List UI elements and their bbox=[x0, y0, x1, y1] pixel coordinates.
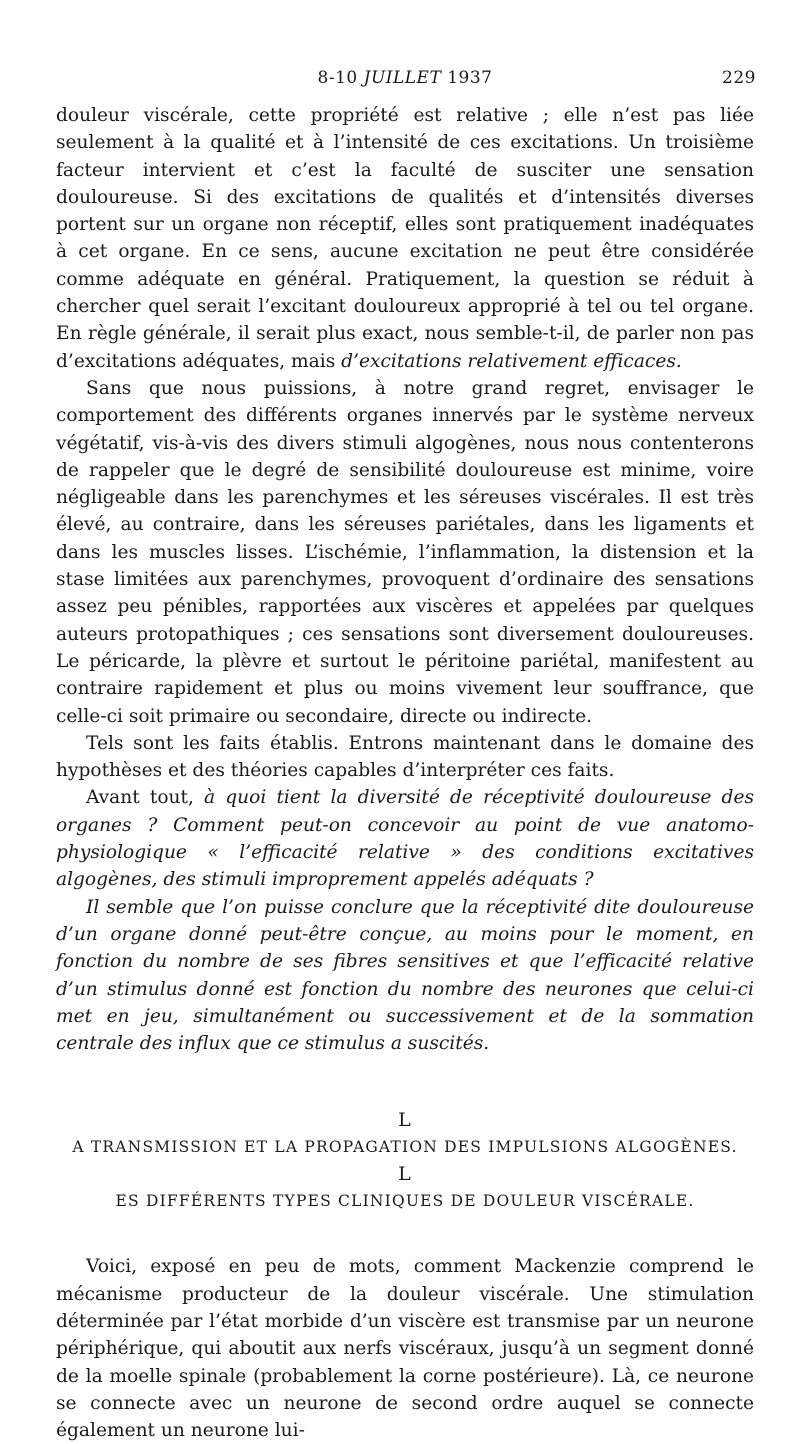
section-heading bbox=[56, 1107, 754, 1215]
running-head-title bbox=[56, 68, 754, 88]
header-month: JUILLET bbox=[363, 68, 442, 88]
paragraph-6: Voici, exposé en peu de mots, comment Mackenzie comprend le mécanisme producteur de la douleur viscérale. Une stimulation déterminée par l’état morbide d’un viscère est transmise par un neurone périphérique, qui aboutit aux nerfs viscéraux, jusqu’à un segment donné de la moelle spinale (probablement la corne postérieure). Là, ce neurone se connecte avec un neurone de second ordre auquel se connecte également un neurone lui- bbox=[56, 1256, 754, 1442]
section-heading-line-1-text: A TRANSMISSION ET LA PROPAGATION DES IMPULSIONS ALGOGÈNES. bbox=[72, 1138, 738, 1157]
paragraph-1-text: douleur viscérale, cette propriété est relative ; elle n’est pas liée seulement à la qualité et à l’intensité de ces excitations. Un troisième facteur intervient et c’est la faculté de susciter une sensation douloureuse. Si des excitations de qualités et d’intensités diverses portent sur un organe non réceptif, elles sont pratiquement inadéquates à cet organe. En ce sens, aucune excitation ne peut être considérée comme adéquate en général. Pratiquement, la question se réduit à chercher quel serait l’excitant douloureux approprié à tel ou tel organe. En règle générale, il serait plus exact, nous semble-t-il, de parler non pas d’excitations adéquates, mais bbox=[56, 105, 754, 372]
paragraph-1-italic: d’excitations relativement efficaces. bbox=[341, 350, 682, 372]
paragraph-3: Tels sont les faits établis. Entrons maintenant dans le domaine des hypothèses et des théories capables d’interpréter ces faits. bbox=[56, 732, 754, 782]
paragraph-4-italic: à quoi tient la diversité de réceptivité douloureuse des organes ? Comment peut-on concevoir au point de vue anatomo-physiologique « l’efficacité relative » des conditions excitatives algogènes, des stimuli improprement appelés adéquats ? bbox=[56, 787, 754, 891]
section-heading-line-2-text: ES DIFFÉRENTS TYPES CLINIQUES DE DOULEUR VISCÉRALE. bbox=[115, 1192, 695, 1211]
paragraph-2: Sans que nous puissions, à notre grand regret, envisager le comportement des différents organes innervés par le système nerveux végétatif, vis-à-vis des divers stimuli algogènes, nous nous contenterons de rappeler que le degré de sensibilité douloureuse est minime, voire négligeable dans les parenchymes et les séreuses viscérales. Il est très élevé, au contraire, dans les séreuses pariétales, dans les ligaments et dans les muscles lisses. L’ischémie, l’inflammation, la distension et la stase limitées aux parenchymes, provoquent d’ordinaire des sensations assez peu pénibles, rapportées aux viscères et appelées par quelques auteurs protopathiques ; ces sensations sont diversement douloureuses. Le péricarde, la plèvre et surtout le péritoine pariétal, manifestent au contraire rapidement et plus ou moins vivement leur souffrance, que celle-ci soit primaire ou secondaire, directe ou indirecte. bbox=[56, 377, 754, 727]
running-head bbox=[56, 62, 754, 102]
paragraph-1 bbox=[56, 102, 754, 375]
paragraph-4 bbox=[56, 784, 754, 893]
header-date-prefix: 8-10 bbox=[317, 68, 364, 88]
section-heading-line-2-initial: L bbox=[398, 1163, 412, 1186]
page bbox=[56, 62, 754, 1444]
section-heading-line-2 bbox=[56, 1161, 754, 1215]
paragraph-5: Il semble que l’on puisse conclure que la réceptivité dite douloureuse d’un organe donné peut-être conçue, au moins pour le moment, en fonction du nombre de ses fibres sensitives et que l’efficacité relative d’un stimulus donné est fonction du nombre des neurones que celui-ci met en jeu, simultanément ou successivement et de la sommation centrale des influx que ce stimulus a suscités. bbox=[56, 896, 754, 1055]
section-heading-line-1 bbox=[56, 1107, 754, 1161]
page-number: 229 bbox=[722, 68, 756, 88]
section-heading-line-1-initial: L bbox=[398, 1109, 412, 1132]
header-year: 1937 bbox=[441, 68, 493, 88]
paragraph-4-text: Avant tout, bbox=[86, 787, 205, 809]
